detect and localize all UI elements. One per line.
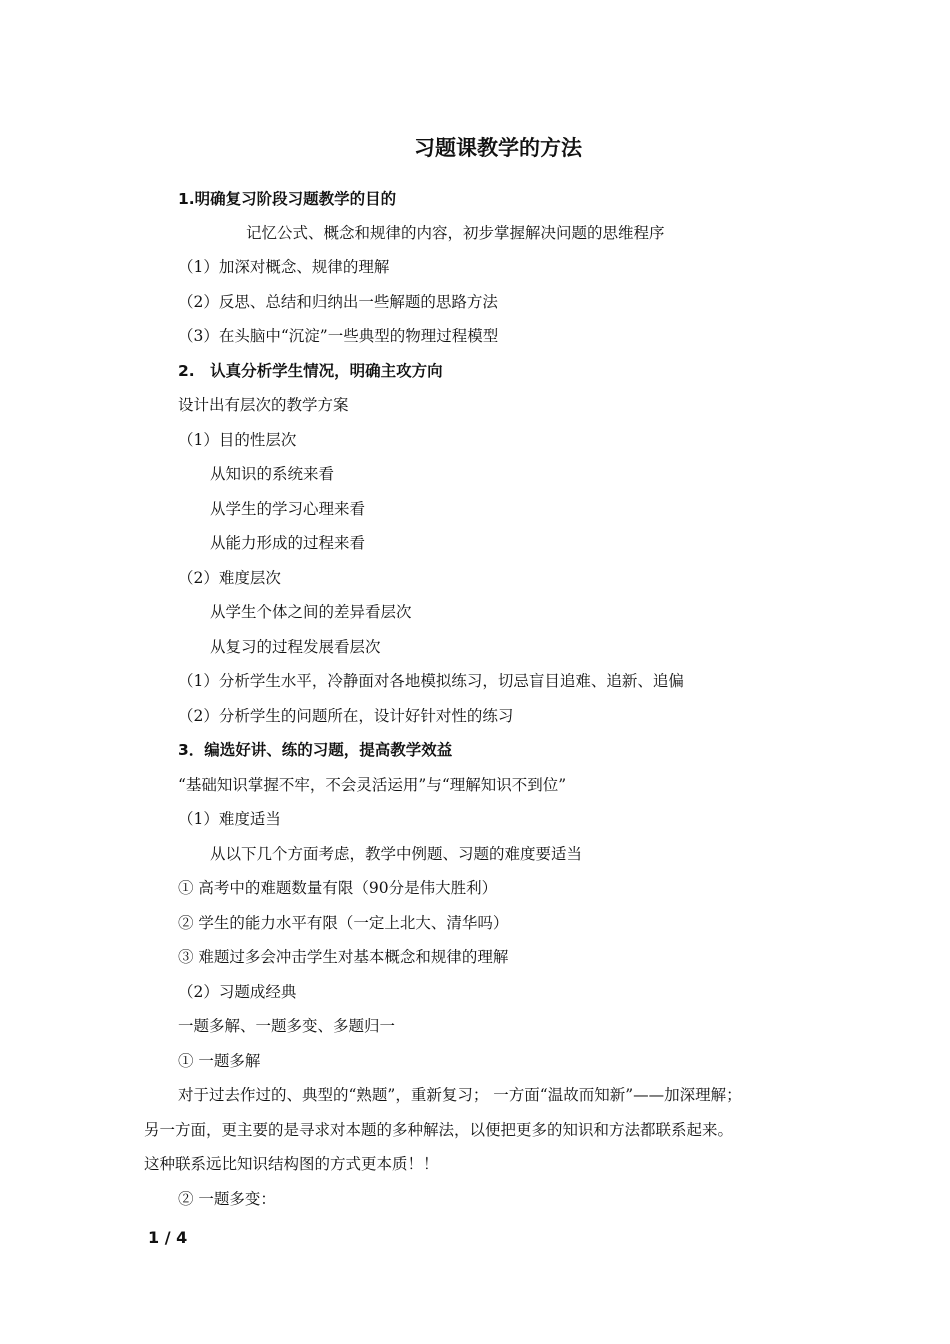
text-line: 从知识的系统来看: [210, 465, 335, 483]
text-line: （1）加深对概念、规律的理解: [178, 258, 390, 276]
page-title: 习题课教学的方法: [414, 136, 582, 160]
text-line: 另一方面，更主要的是寻求对本题的多种解法，以便把更多的知识和方法都联系起来。: [144, 1121, 734, 1139]
text-line: ② 一题多变：: [178, 1190, 276, 1208]
text-line: 一题多解、一题多变、多题归一: [178, 1017, 396, 1035]
text-line: 从学生个体之间的差异看层次: [210, 603, 412, 621]
text-line: （2）反思、总结和归纳出一些解题的思路方法: [178, 293, 498, 311]
text-line: “基础知识掌握不牢，不会灵活运用”与“理解知识不到位”: [178, 776, 567, 794]
text-line: （3）在头脑中“沉淀”一些典型的物理过程模型: [178, 327, 499, 345]
text-line: （1）目的性层次: [178, 431, 297, 449]
text-line: （2）习题成经典: [178, 983, 297, 1001]
text-line: 设计出有层次的教学方案: [178, 396, 349, 414]
text-line: 这种联系远比知识结构图的方式更本质！！: [144, 1155, 439, 1173]
text-line: ③ 难题过多会冲击学生对基本概念和规律的理解: [178, 948, 509, 966]
text-line: 1.明确复习阶段习题教学的目的: [178, 190, 397, 208]
text-line: 2. 认真分析学生情况，明确主攻方向: [178, 362, 443, 380]
text-line: （2）难度层次: [178, 569, 281, 587]
text-line: 从以下几个方面考虑，教学中例题、习题的难度要适当: [210, 845, 583, 863]
text-line: 从复习的过程发展看层次: [210, 638, 381, 656]
text-line: 从能力形成的过程来看: [210, 534, 366, 552]
text-line: （1）分析学生水平，冷静面对各地模拟练习，切忌盲目追难、追新、追偏: [178, 672, 684, 690]
text-line: ② 学生的能力水平有限（一定上北大、清华吗）: [178, 914, 509, 932]
text-line: （2）分析学生的问题所在，设计好针对性的练习: [178, 707, 514, 725]
text-line: ① 高考中的难题数量有限（90分是伟大胜利）: [178, 879, 498, 897]
text-line: 3．编选好讲、练的习题，提高教学效益: [178, 741, 453, 759]
page-number: 1 / 4: [148, 1228, 188, 1247]
text-line: （1）难度适当: [178, 810, 281, 828]
text-line: 记忆公式、概念和规律的内容，初步掌握解决问题的思维程序: [246, 224, 665, 242]
text-line: 对于过去作过的、典型的“熟题”，重新复习； 一方面“温故而知新”——加深理解；: [178, 1086, 742, 1104]
text-line: 从学生的学习心理来看: [210, 500, 366, 518]
text-line: ① 一题多解: [178, 1052, 261, 1070]
